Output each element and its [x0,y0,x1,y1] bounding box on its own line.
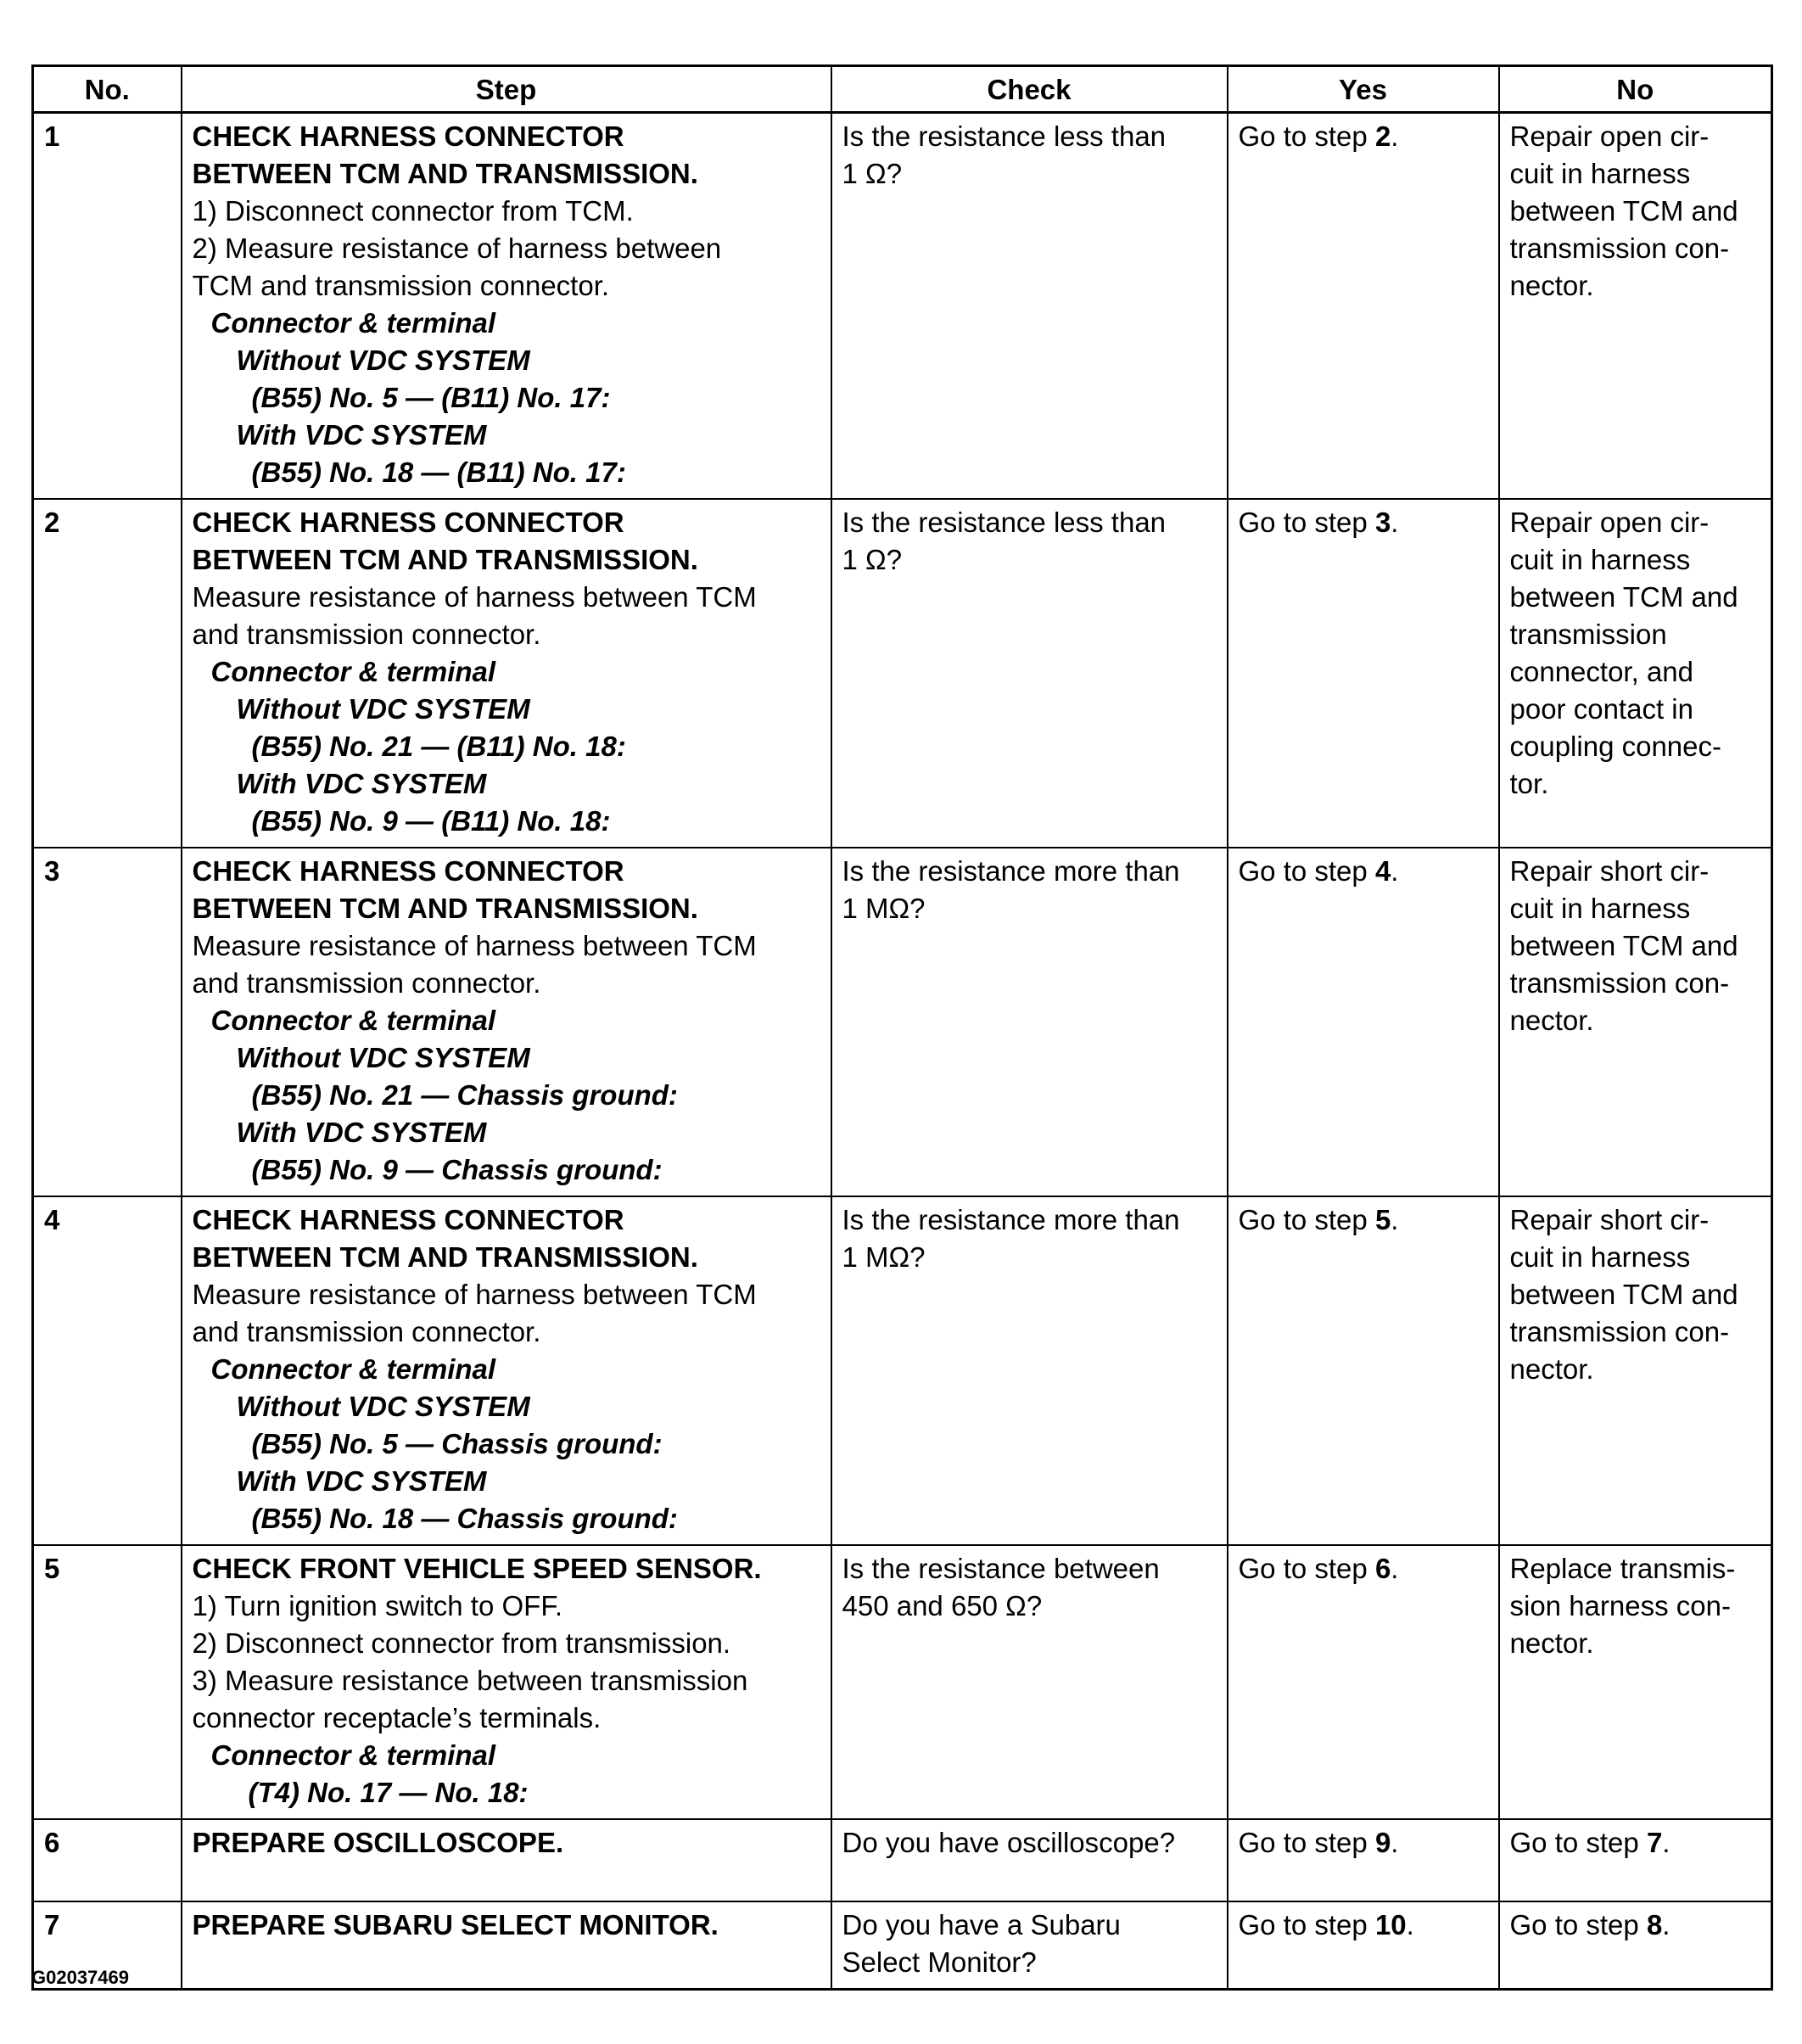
spec-label: Without VDC SYSTEM [236,344,530,376]
step-cell [182,1196,831,1545]
no-cell [1499,1819,1772,1901]
check-text: Select Monitor? [842,1946,1037,1978]
yes-end: . [1406,1909,1414,1940]
no-text: Repair open cir- [1509,120,1710,152]
step-instruction: Measure resistance of harness between TCM [192,1279,757,1310]
yes-end: . [1391,507,1399,538]
no-text: transmission con- [1509,1316,1730,1347]
no-text: nector. [1509,1627,1594,1659]
yes-step-ref: 3 [1374,507,1391,538]
spec-value: (B55) No. 9 — Chassis ground: [251,1154,663,1185]
step-title: CHECK HARNESS CONNECTOR [192,1204,624,1235]
step-number: 5 [33,1545,182,1819]
yes-end: . [1391,1553,1399,1584]
step-instruction: 1) Disconnect connector from TCM. [192,195,634,227]
yes-text: Go to step [1238,1909,1375,1940]
no-text: tor. [1509,768,1549,799]
table-row [33,499,1772,848]
spec-value: (B55) No. 5 — Chassis ground: [251,1428,663,1459]
no-text: Replace transmis- [1509,1553,1736,1584]
step-title: PREPARE OSCILLOSCOPE. [192,1827,564,1858]
step-instruction: 2) Measure resistance of harness between [192,232,722,264]
spec-heading: Connector & terminal [210,1353,496,1385]
yes-end: . [1391,120,1399,152]
no-text: cuit in harness [1509,158,1691,189]
yes-text: Go to step [1238,507,1375,538]
no-text: transmission con- [1509,232,1730,264]
no-cell [1499,848,1772,1196]
yes-step-ref: 4 [1374,855,1391,887]
step-number: 7 [33,1901,182,1990]
yes-step-ref: 9 [1374,1827,1391,1858]
step-instruction: and transmission connector. [192,967,541,999]
header-no-result: No [1499,66,1772,113]
header-no: No. [33,66,182,113]
check-text: Is the resistance more than [842,855,1180,887]
step-title: PREPARE SUBARU SELECT MONITOR. [192,1909,719,1940]
no-text: between TCM and [1509,195,1738,227]
step-instruction: TCM and transmission connector. [192,270,610,301]
table-row [33,1196,1772,1545]
step-title: CHECK HARNESS CONNECTOR [192,855,624,887]
yes-cell [1228,1545,1499,1819]
yes-cell [1228,499,1499,848]
spec-heading: Connector & terminal [210,656,496,687]
header-yes: Yes [1228,66,1499,113]
no-text: nector. [1509,1005,1594,1036]
step-cell [182,1819,831,1901]
table-row [33,1545,1772,1819]
yes-cell [1228,1196,1499,1545]
spec-label: Without VDC SYSTEM [236,693,530,725]
no-text: Repair open cir- [1509,507,1710,538]
step-instruction: connector receptacle’s terminals. [192,1702,602,1733]
no-step-ref: 8 [1646,1909,1663,1940]
yes-cell [1228,113,1499,500]
step-cell [182,1901,831,1990]
spec-label: With VDC SYSTEM [236,1117,487,1148]
step-title: BETWEEN TCM AND TRANSMISSION. [192,158,698,189]
no-text: nector. [1509,270,1594,301]
table-row [33,113,1772,500]
no-text: connector, and [1509,656,1693,687]
step-cell [182,499,831,848]
spec-value: (B55) No. 21 — (B11) No. 18: [251,731,626,762]
no-text: Go to step [1509,1909,1647,1940]
step-number: 2 [33,499,182,848]
spec-label: With VDC SYSTEM [236,1465,487,1497]
check-text: 1 Ω? [842,544,903,575]
no-text: cuit in harness [1509,544,1691,575]
spec-label: With VDC SYSTEM [236,419,487,451]
yes-end: . [1391,1827,1399,1858]
step-instruction: 2) Disconnect connector from transmission. [192,1627,731,1659]
check-cell [831,1545,1228,1819]
no-text: between TCM and [1509,930,1738,961]
header-step: Step [182,66,831,113]
step-number: 1 [33,113,182,500]
table-row [33,848,1772,1196]
no-text: Repair short cir- [1509,1204,1710,1235]
check-text: 1 Ω? [842,158,903,189]
no-text: cuit in harness [1509,1241,1691,1273]
spec-value: (B55) No. 5 — (B11) No. 17: [251,382,611,413]
step-cell [182,1545,831,1819]
header-check: Check [831,66,1228,113]
check-cell [831,1901,1228,1990]
step-instruction: and transmission connector. [192,1316,541,1347]
spec-value: (B55) No. 18 — Chassis ground: [251,1503,678,1534]
check-cell [831,848,1228,1196]
table-row [33,1819,1772,1901]
spec-label: Without VDC SYSTEM [236,1042,530,1073]
no-cell [1499,1901,1772,1990]
check-text: 450 and 650 Ω? [842,1590,1043,1621]
step-title: CHECK FRONT VEHICLE SPEED SENSOR. [192,1553,762,1584]
yes-text: Go to step [1238,1827,1375,1858]
no-end: . [1662,1827,1670,1858]
no-text: cuit in harness [1509,893,1691,924]
check-text: Is the resistance less than [842,507,1167,538]
check-cell [831,1196,1228,1545]
check-cell [831,113,1228,500]
no-text: transmission con- [1509,967,1730,999]
diagnostic-table [31,64,1773,1991]
table-row [33,1901,1772,1990]
spec-value: (T4) No. 17 — No. 18: [248,1777,529,1808]
no-text: Repair short cir- [1509,855,1710,887]
spec-value: (B55) No. 21 — Chassis ground: [251,1079,678,1111]
no-cell [1499,1545,1772,1819]
yes-text: Go to step [1238,1204,1375,1235]
no-cell [1499,1196,1772,1545]
step-instruction: 1) Turn ignition switch to OFF. [192,1590,562,1621]
step-instruction: Measure resistance of harness between TCM [192,581,757,613]
no-cell [1499,499,1772,848]
yes-step-ref: 5 [1374,1204,1391,1235]
yes-end: . [1391,855,1399,887]
check-text: Is the resistance less than [842,120,1167,152]
spec-value: (B55) No. 18 — (B11) No. 17: [251,456,626,488]
yes-step-ref: 6 [1374,1553,1391,1584]
step-instruction: Measure resistance of harness between TCM [192,930,757,961]
check-text: 1 MΩ? [842,1241,926,1273]
diagnostic-table-sheet [31,64,1771,1991]
yes-text: Go to step [1238,1553,1375,1584]
step-number: 6 [33,1819,182,1901]
step-title: CHECK HARNESS CONNECTOR [192,507,624,538]
no-text: transmission [1509,619,1667,650]
step-cell [182,848,831,1196]
spec-value: (B55) No. 9 — (B11) No. 18: [251,805,611,837]
check-text: Is the resistance between [842,1553,1160,1584]
check-cell [831,1819,1228,1901]
check-text: 1 MΩ? [842,893,926,924]
step-cell [182,113,831,500]
check-cell [831,499,1228,848]
step-title: CHECK HARNESS CONNECTOR [192,120,624,152]
check-text: Do you have a Subaru [842,1909,1121,1940]
yes-cell [1228,1819,1499,1901]
yes-step-ref: 10 [1374,1909,1407,1940]
spec-heading: Connector & terminal [210,1739,496,1771]
yes-end: . [1391,1204,1399,1235]
step-title: BETWEEN TCM AND TRANSMISSION. [192,893,698,924]
yes-step-ref: 2 [1374,120,1391,152]
no-text: poor contact in [1509,693,1693,725]
yes-text: Go to step [1238,120,1375,152]
figure-code: G02037469 [31,1967,129,1988]
no-text: nector. [1509,1353,1594,1385]
no-step-ref: 7 [1646,1827,1663,1858]
spec-label: Without VDC SYSTEM [236,1391,530,1422]
spec-label: With VDC SYSTEM [236,768,487,799]
check-text: Do you have oscilloscope? [842,1827,1176,1858]
step-number: 3 [33,848,182,1196]
spec-heading: Connector & terminal [210,307,496,339]
step-number: 4 [33,1196,182,1545]
header-row [33,66,1772,113]
step-title: BETWEEN TCM AND TRANSMISSION. [192,544,698,575]
yes-cell [1228,1901,1499,1990]
no-text: between TCM and [1509,1279,1738,1310]
no-text: sion harness con- [1509,1590,1731,1621]
no-text: Go to step [1509,1827,1647,1858]
step-title: BETWEEN TCM AND TRANSMISSION. [192,1241,698,1273]
yes-text: Go to step [1238,855,1375,887]
no-text: coupling connec- [1509,731,1721,762]
step-instruction: and transmission connector. [192,619,541,650]
no-end: . [1662,1909,1670,1940]
no-text: between TCM and [1509,581,1738,613]
spec-heading: Connector & terminal [210,1005,496,1036]
yes-cell [1228,848,1499,1196]
step-instruction: 3) Measure resistance between transmission [192,1665,748,1696]
check-text: Is the resistance more than [842,1204,1180,1235]
no-cell [1499,113,1772,500]
